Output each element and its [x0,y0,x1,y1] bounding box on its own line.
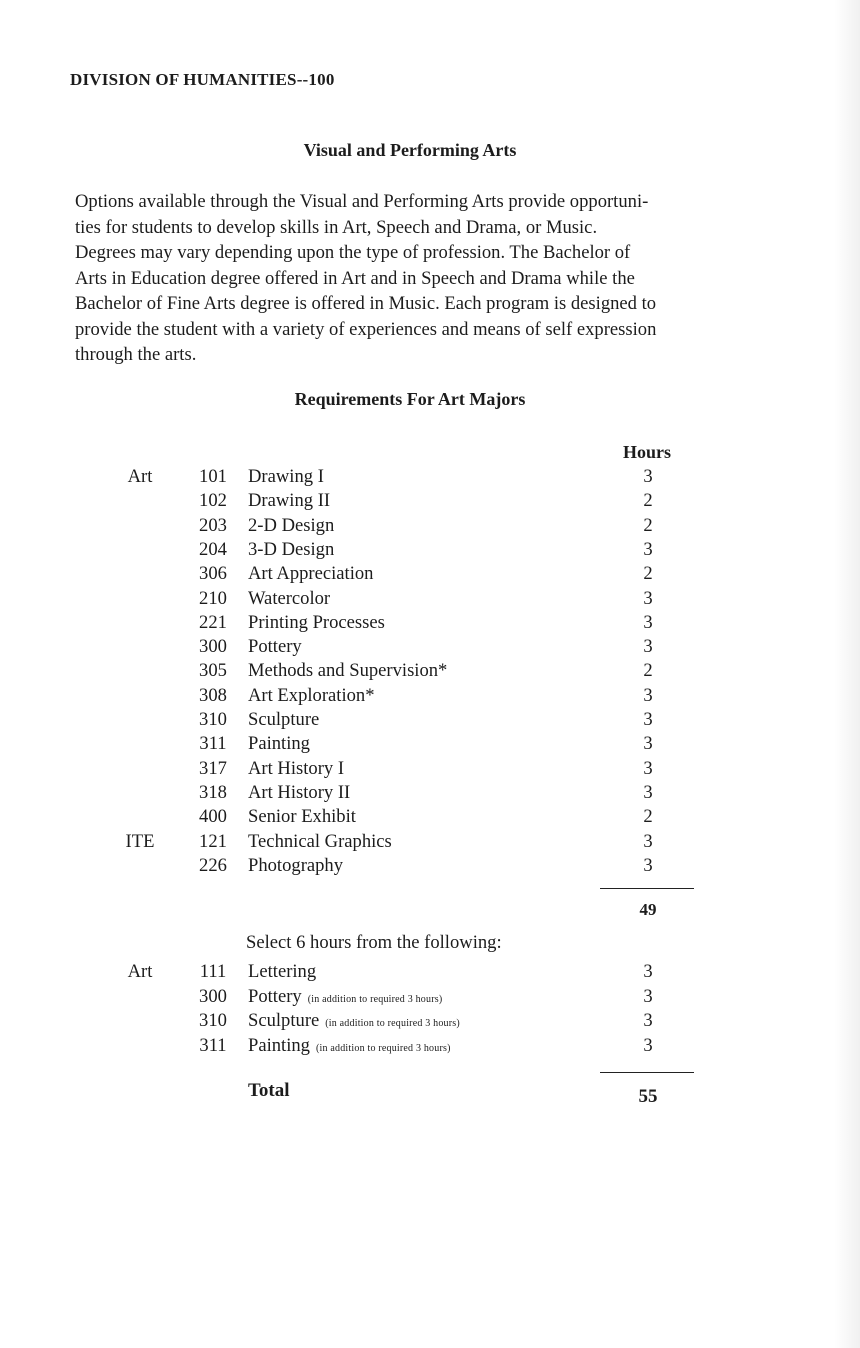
course-title [248,781,350,805]
total-label: Total [248,1080,290,1101]
section-title: Visual and Performing Arts [303,140,517,160]
course-hours: 3 [643,733,653,755]
intro-line: Arts in Education degree offered in Art and in Speech and Drama while the [75,267,635,289]
course-title [248,587,330,611]
course-row [0,587,860,611]
course-title [248,985,442,1012]
course-number: 226 [199,854,227,876]
course-row [0,805,860,829]
course-title [248,1034,451,1061]
course-hours: 2 [643,660,653,682]
subtotal-rule [600,888,694,889]
course-dept: ITE [125,830,155,852]
course-number: 101 [199,466,227,487]
course-title [248,684,375,708]
course-title [248,538,334,562]
course-hours: 2 [643,563,653,585]
course-row [0,830,860,854]
course-note: (in addition to required 3 hours) [315,1042,451,1054]
course-number: 306 [199,563,227,585]
course-number: 310 [199,709,227,730]
course-dept: Art [127,961,153,982]
course-row [0,854,860,878]
course-title-text: Watercolor [248,587,331,609]
course-title [248,514,334,538]
course-title-text: Sculpture [248,1010,320,1031]
course-hours: 2 [643,490,653,512]
course-title [248,659,447,683]
course-row [0,611,860,635]
intro-line: Degrees may vary depending upon the type of profession. The Bachelor of [75,242,631,263]
course-title-text: Methods and Supervision* [248,660,448,682]
course-row [0,514,860,538]
course-title [248,1009,460,1036]
course-title-text: 2-D Design [248,514,335,536]
course-title [248,757,344,781]
course-title-text: Lettering [248,961,317,982]
course-title [248,562,373,586]
elective-row [0,1009,860,1033]
course-title-text: Painting [248,1034,310,1056]
course-number: 318 [199,781,227,803]
requirements-title: Requirements For Art Majors [294,389,526,409]
intro-paragraph [75,189,751,368]
course-row [0,757,860,781]
intro-line: through the arts. [75,344,197,365]
course-hours: 3 [643,1034,653,1056]
course-hours: 3 [643,709,653,730]
course-number: 221 [199,611,227,633]
course-hours: 3 [643,985,653,1007]
course-hours: 3 [643,854,653,876]
course-note: (in addition to required 3 hours) [325,1018,460,1029]
course-number: 111 [199,961,227,982]
course-hours: 3 [643,684,653,706]
course-hours: 3 [643,587,653,609]
course-hours: 3 [643,781,653,803]
course-number: 308 [199,684,227,706]
course-title [248,489,330,513]
intro-line: provide the student with a variety of experiences and means of self expression [75,318,657,340]
intro-line: Bachelor of Fine Arts degree is offered in Music. Each program is designed to [75,293,657,314]
intro-line: Options available through the Visual and Performing Arts provide opportuni- [75,191,649,212]
elective-row [0,985,860,1009]
course-title [248,611,385,635]
course-note: (in addition to required 3 hours) [307,993,443,1005]
course-hours: 3 [643,466,653,487]
course-title-text: Art History II [248,781,351,803]
course-hours: 2 [643,806,653,828]
course-number: 300 [199,636,227,658]
course-title [248,854,343,878]
course-row [0,708,860,732]
total-rule [600,1072,694,1073]
course-title [248,465,324,489]
course-number: 305 [199,660,227,682]
course-row [0,659,860,683]
course-number: 300 [199,985,227,1007]
course-number: 121 [199,830,227,852]
course-hours: 3 [643,830,653,852]
course-number: 203 [199,514,227,536]
course-title [248,960,316,984]
course-title-text: Technical Graphics [248,830,392,852]
subtotal-value: 49 [639,900,657,919]
course-title-text: Painting [248,733,310,755]
course-dept: Art [127,466,153,487]
course-title-text: Senior Exhibit [248,806,356,828]
course-number: 311 [199,733,227,755]
course-title-text: Pottery [248,985,302,1007]
course-title-text: Art History I [248,757,345,779]
course-row [0,538,860,562]
course-number: 317 [199,757,227,779]
total-value: 55 [638,1086,658,1107]
course-row [0,684,860,708]
course-hours: 3 [643,611,653,633]
course-title [248,830,392,854]
course-title-text: Drawing I [248,466,324,487]
course-hours: 2 [643,514,653,536]
course-row [0,465,860,489]
course-hours: 3 [643,538,653,560]
hours-column-header: Hours [622,442,671,462]
course-title-text: Printing Processes [248,611,385,633]
course-number: 311 [199,1034,227,1056]
intro-line: ties for students to develop skills in Art, Speech and Drama, or Music. [75,216,598,238]
course-title [248,708,319,732]
course-row [0,489,860,513]
elective-instructions: Select 6 hours from the following: [246,932,502,953]
course-number: 310 [199,1010,227,1031]
course-row [0,732,860,756]
course-number: 400 [199,806,227,828]
division-heading: DIVISION OF HUMANITIES--100 [70,70,335,89]
course-title [248,732,310,756]
course-hours: 3 [643,961,653,982]
course-title-text: Sculpture [248,709,320,730]
course-title-text: Art Appreciation [248,563,374,585]
course-hours: 3 [643,757,653,779]
course-title-text: 3-D Design [248,538,335,560]
course-number: 210 [199,587,227,609]
course-row [0,635,860,659]
course-number: 102 [199,490,227,512]
course-title [248,805,356,829]
course-hours: 3 [643,636,653,658]
course-row [0,562,860,586]
elective-row [0,960,860,984]
course-title-text: Pottery [248,636,302,658]
course-title [248,635,302,659]
course-title-text: Art Exploration* [248,684,375,706]
course-row [0,781,860,805]
course-number: 204 [199,538,227,560]
course-hours: 3 [643,1010,653,1031]
course-title-text: Photography [248,854,344,876]
elective-row [0,1034,860,1058]
course-title-text: Drawing II [248,490,331,512]
